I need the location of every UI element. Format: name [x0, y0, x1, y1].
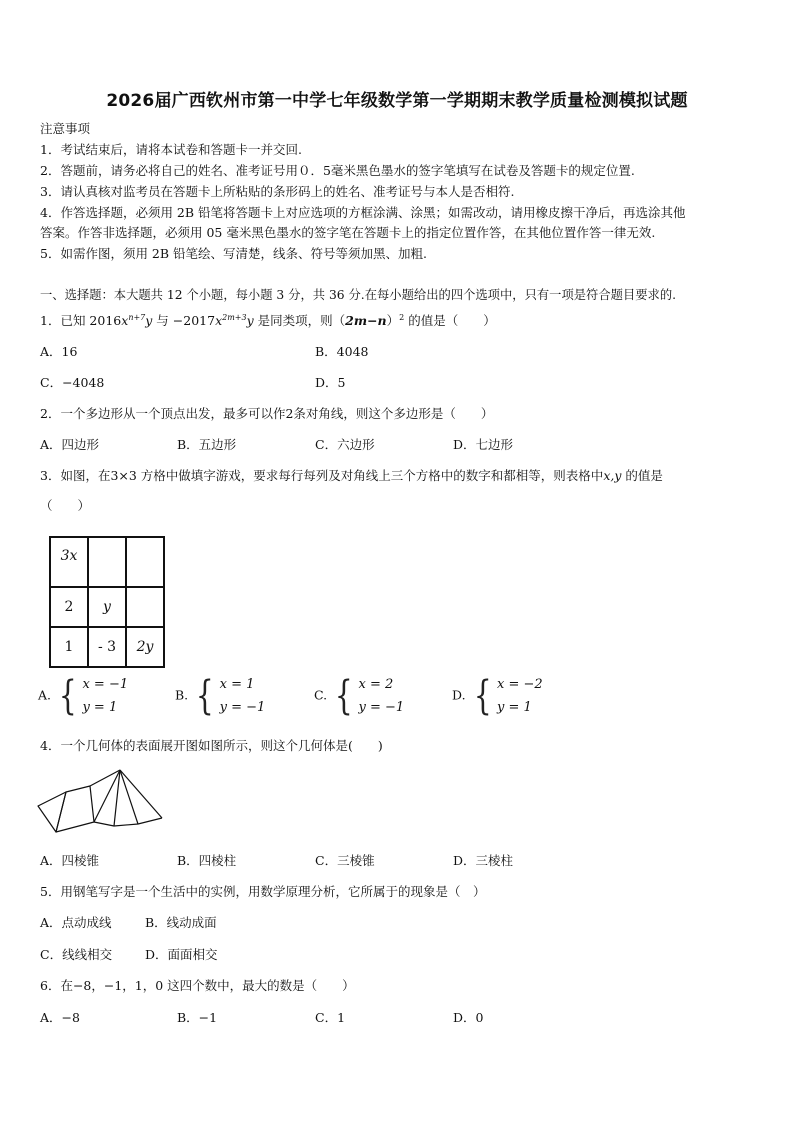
grid-cell: - 3	[88, 627, 126, 667]
option-b: B. { x = 1 y = −1	[175, 673, 266, 719]
option-d: D．面面相交	[145, 947, 218, 962]
option-b: B．−1	[177, 1010, 218, 1025]
option-b: B．4048	[315, 344, 369, 359]
option-d: D．七边形	[453, 437, 514, 452]
notice-item: 4．作答选择题，必须用 2B 铅笔将答题卡上对应选项的方框涂满、涂黑；如需改动，请用橡皮擦干净后，再选涂其他	[40, 205, 686, 220]
question-1: 1．已知 $2016x^{n+7}y$ 与 $-2017x^{2m+3}y$ 是同类项，则$(2m-n)^2$ 的值是（ ）	[40, 312, 496, 328]
grid-cell	[126, 537, 164, 587]
notice-item: 答案。作答非选择题，必须用 05 毫米黑色墨水的签字笔在答题卡上的指定位置作答，在其他位置作答一律无效.	[40, 225, 656, 240]
question-3: 3．如图，在3×3 方格中做填字游戏，要求每行每列及对角线上三个方格中的数字和都相等，则表格中x,y 的值是	[40, 468, 663, 483]
question-3-paren: （ ）	[40, 498, 91, 513]
grid-cell	[88, 537, 126, 587]
option-a: A．四棱锥	[40, 853, 100, 868]
option-c: C．三棱锥	[315, 853, 375, 868]
option-a: A．16	[40, 344, 78, 359]
notice-item: 2．答题前，请务必将自己的姓名、准考证号用０．5毫米黑色墨水的签字笔填写在试卷及答题卡的规定位置.	[40, 163, 635, 178]
option-b: B．线动成面	[145, 915, 217, 930]
grid-cell: 2	[50, 587, 88, 627]
page-title: 2026届广西钦州市第一中学七年级数学第一学期期末教学质量检测模拟试题	[106, 91, 688, 111]
grid-cell	[126, 587, 164, 627]
option-b: B．四棱柱	[177, 853, 237, 868]
section-heading: 一、选择题：本大题共 12 个小题，每小题 3 分，共 36 分.在每小题给出的四个选项中，只有一项是符合题目要求的.	[40, 288, 677, 302]
option-a: A．点动成线	[40, 915, 112, 930]
option-b: B．五边形	[177, 437, 237, 452]
grid-cell: 2y	[126, 627, 164, 667]
question-6: 6．在−8，−1，1，0 这四个数中，最大的数是（ ）	[40, 978, 355, 993]
option-c: C．线线相交	[40, 947, 113, 962]
grid-cell: y	[88, 587, 126, 627]
option-c: C．1	[315, 1010, 346, 1025]
option-a: A．四边形	[40, 437, 100, 452]
option-c: C．−4048	[40, 375, 105, 390]
notice-item: 1．考试结束后，请将本试卷和答题卡一并交回.	[40, 142, 302, 157]
question-2: 2．一个多边形从一个顶点出发，最多可以作2条对角线，则这个多边形是（ ）	[40, 406, 494, 421]
notice-item: 5．如需作图，须用 2B 铅笔绘、写清楚，线条、符号等须加黑、加粗.	[40, 246, 428, 261]
question-4: 4．一个几何体的表面展开图如图所示，则这个几何体是( )	[40, 738, 383, 753]
option-d: D．0	[453, 1010, 484, 1025]
option-d: D．5	[315, 375, 346, 390]
option-c: C．六边形	[315, 437, 375, 452]
notice-heading: 注意事项	[40, 121, 91, 136]
option-a: A. { x = −1 y = 1	[38, 673, 129, 719]
option-a: A．−8	[40, 1010, 80, 1025]
grid-cell: 1	[50, 627, 88, 667]
option-c: C. { x = 2 y = −1	[314, 673, 405, 719]
option-d: D．三棱柱	[453, 853, 514, 868]
grid-cell: 3x	[50, 537, 88, 587]
notice-item: 3．请认真核对监考员在答题卡上所粘贴的条形码上的姓名、准考证号与本人是否相符.	[40, 184, 515, 199]
net-diagram	[36, 766, 168, 836]
question-5: 5．用钢笔写字是一个生活中的实例，用数学原理分析，它所属于的现象是（ ）	[40, 884, 486, 899]
option-d: D. { x = −2 y = 1	[452, 673, 543, 719]
magic-square-grid	[49, 536, 165, 668]
